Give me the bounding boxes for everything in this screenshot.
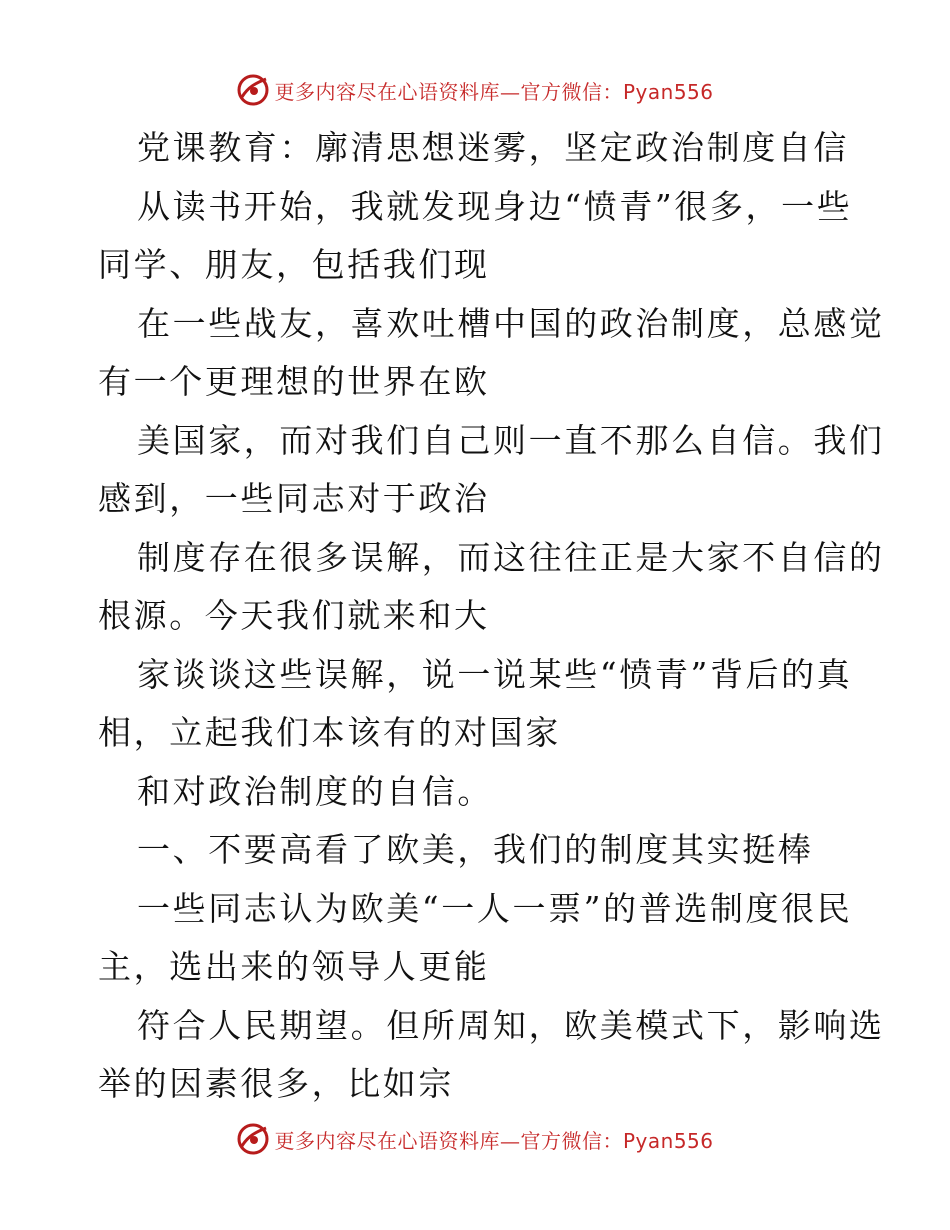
paragraph-line: 和对政治制度的自信。 (137, 773, 493, 811)
paragraph-line: 在一些战友，喜欢吐槽中国的政治制度，总感觉 (137, 305, 885, 343)
header-watermark (0, 70, 950, 110)
paragraph-line: 符合人民期望。但所周知，欧美模式下，影响选 (137, 1007, 885, 1045)
paragraph-line: 举的因素很多，比如宗 (98, 1065, 454, 1103)
section-heading: 一、不要高看了欧美，我们的制度其实挺棒 (137, 831, 814, 869)
paragraph-line: 相，立起我们本该有的对国家 (98, 714, 561, 752)
paragraph-line: 同学、朋友，包括我们现 (98, 246, 490, 284)
paragraph-line: 美国家，而对我们自己则一直不那么自信。我们 (137, 422, 885, 460)
paragraph-line: 一些同志认为欧美“一人一票”的普选制度很民 (137, 890, 853, 928)
paragraph-line: 有一个更理想的世界在欧 (98, 363, 490, 401)
document-title: 党课教育：廓清思想迷雾，坚定政治制度自信 (137, 129, 849, 167)
footer-watermark (0, 1119, 950, 1159)
paragraph-line: 感到，一些同志对于政治 (98, 480, 490, 518)
watermark-text: 更多内容尽在心语资料库—官方微信：Pyan556 (274, 79, 714, 104)
watermark-text: 更多内容尽在心语资料库—官方微信：Pyan556 (274, 1128, 714, 1153)
logo-icon (236, 1122, 270, 1156)
logo-icon (236, 73, 270, 107)
paragraph-line: 制度存在很多误解，而这往往正是大家不自信的 (137, 539, 885, 577)
paragraph-line: 家谈谈这些误解，说一说某些“愤青”背后的真 (137, 656, 853, 694)
paragraph-line: 从读书开始，我就发现身边“愤青”很多，一些 (137, 188, 853, 226)
paragraph-line: 主，选出来的领导人更能 (98, 948, 490, 986)
paragraph-line: 根源。今天我们就来和大 (98, 597, 490, 635)
